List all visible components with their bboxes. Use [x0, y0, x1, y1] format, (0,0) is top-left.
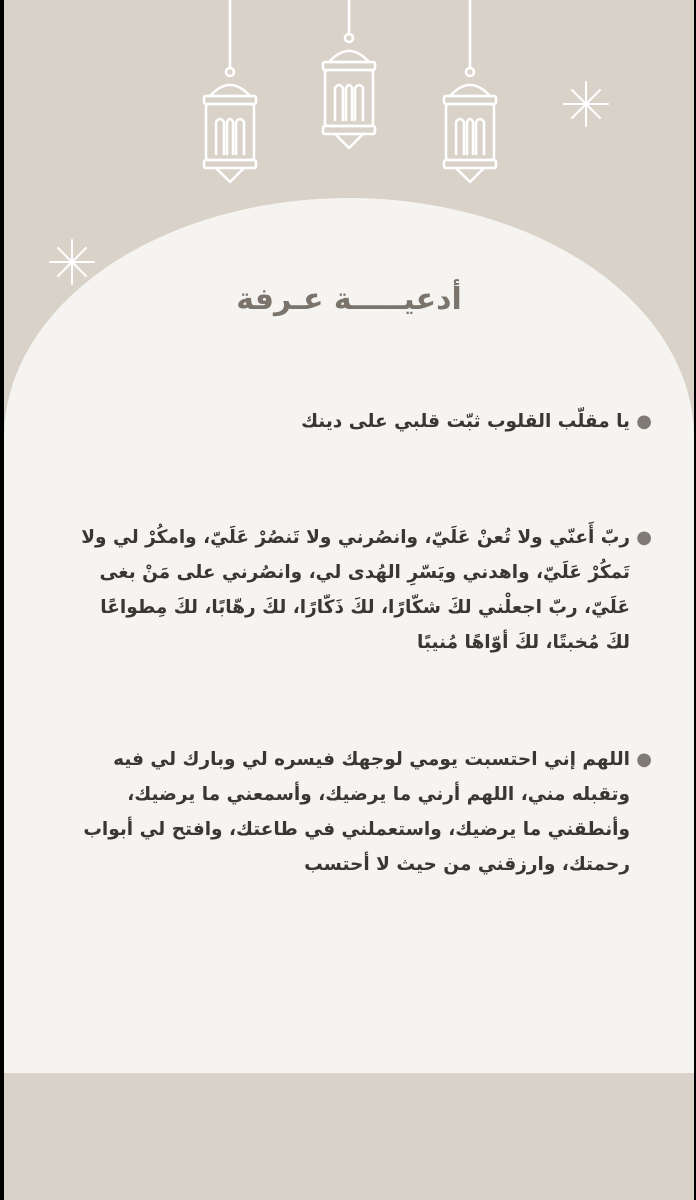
list-item — [70, 404, 652, 439]
page-title: أدعيـــــة عـرفة — [236, 282, 462, 317]
sparkle-icon — [50, 240, 94, 284]
lantern-icon — [444, 0, 496, 182]
page-background — [4, 0, 694, 1200]
dua-text: ربّ أَعنّي ولا تُعنْ عَلَيّ، وانصُرني ولا تَنصُرْ عَلَيّ، وامكُرْ لي ولا تَمكُرْ عَلَيّ، واهدني ويَسّرِ الهُدى لي، وانصُرني على مَنْ بغى عَلَيّ، ربّ اجعلْني لكَ شكّارًا، لكَ ذَكّارًا، لكَ رهّابًا، لكَ مِطواعًا لكَ مُخبتًا، لكَ أوّاهًا مُنيبًا — [81, 527, 630, 653]
bullet-icon: ● — [636, 749, 652, 770]
list-item — [70, 520, 652, 660]
footer-band — [4, 1073, 694, 1200]
bullet-icon: ● — [636, 411, 652, 432]
dua-text: يا مقلّب القلوب ثبّت قلبي على دينك — [301, 411, 630, 432]
list-item — [70, 742, 652, 882]
sparkle-icon — [564, 82, 608, 126]
lantern-icon — [204, 0, 256, 182]
dua-text: اللهم إني احتسبت يومي لوجهك فيسره لي وبارك لي فيه وتقبله مني، اللهم أرني ما يرضيك، وأسمعني ما يرضيك، وأنطقني ما يرضيك، واستعملني في طاعتك، وافتح لي أبواب رحمتك، وارزقني من حيث لا أحتسب — [83, 749, 630, 875]
lantern-icon — [323, 0, 375, 148]
bullet-icon: ● — [636, 527, 652, 548]
